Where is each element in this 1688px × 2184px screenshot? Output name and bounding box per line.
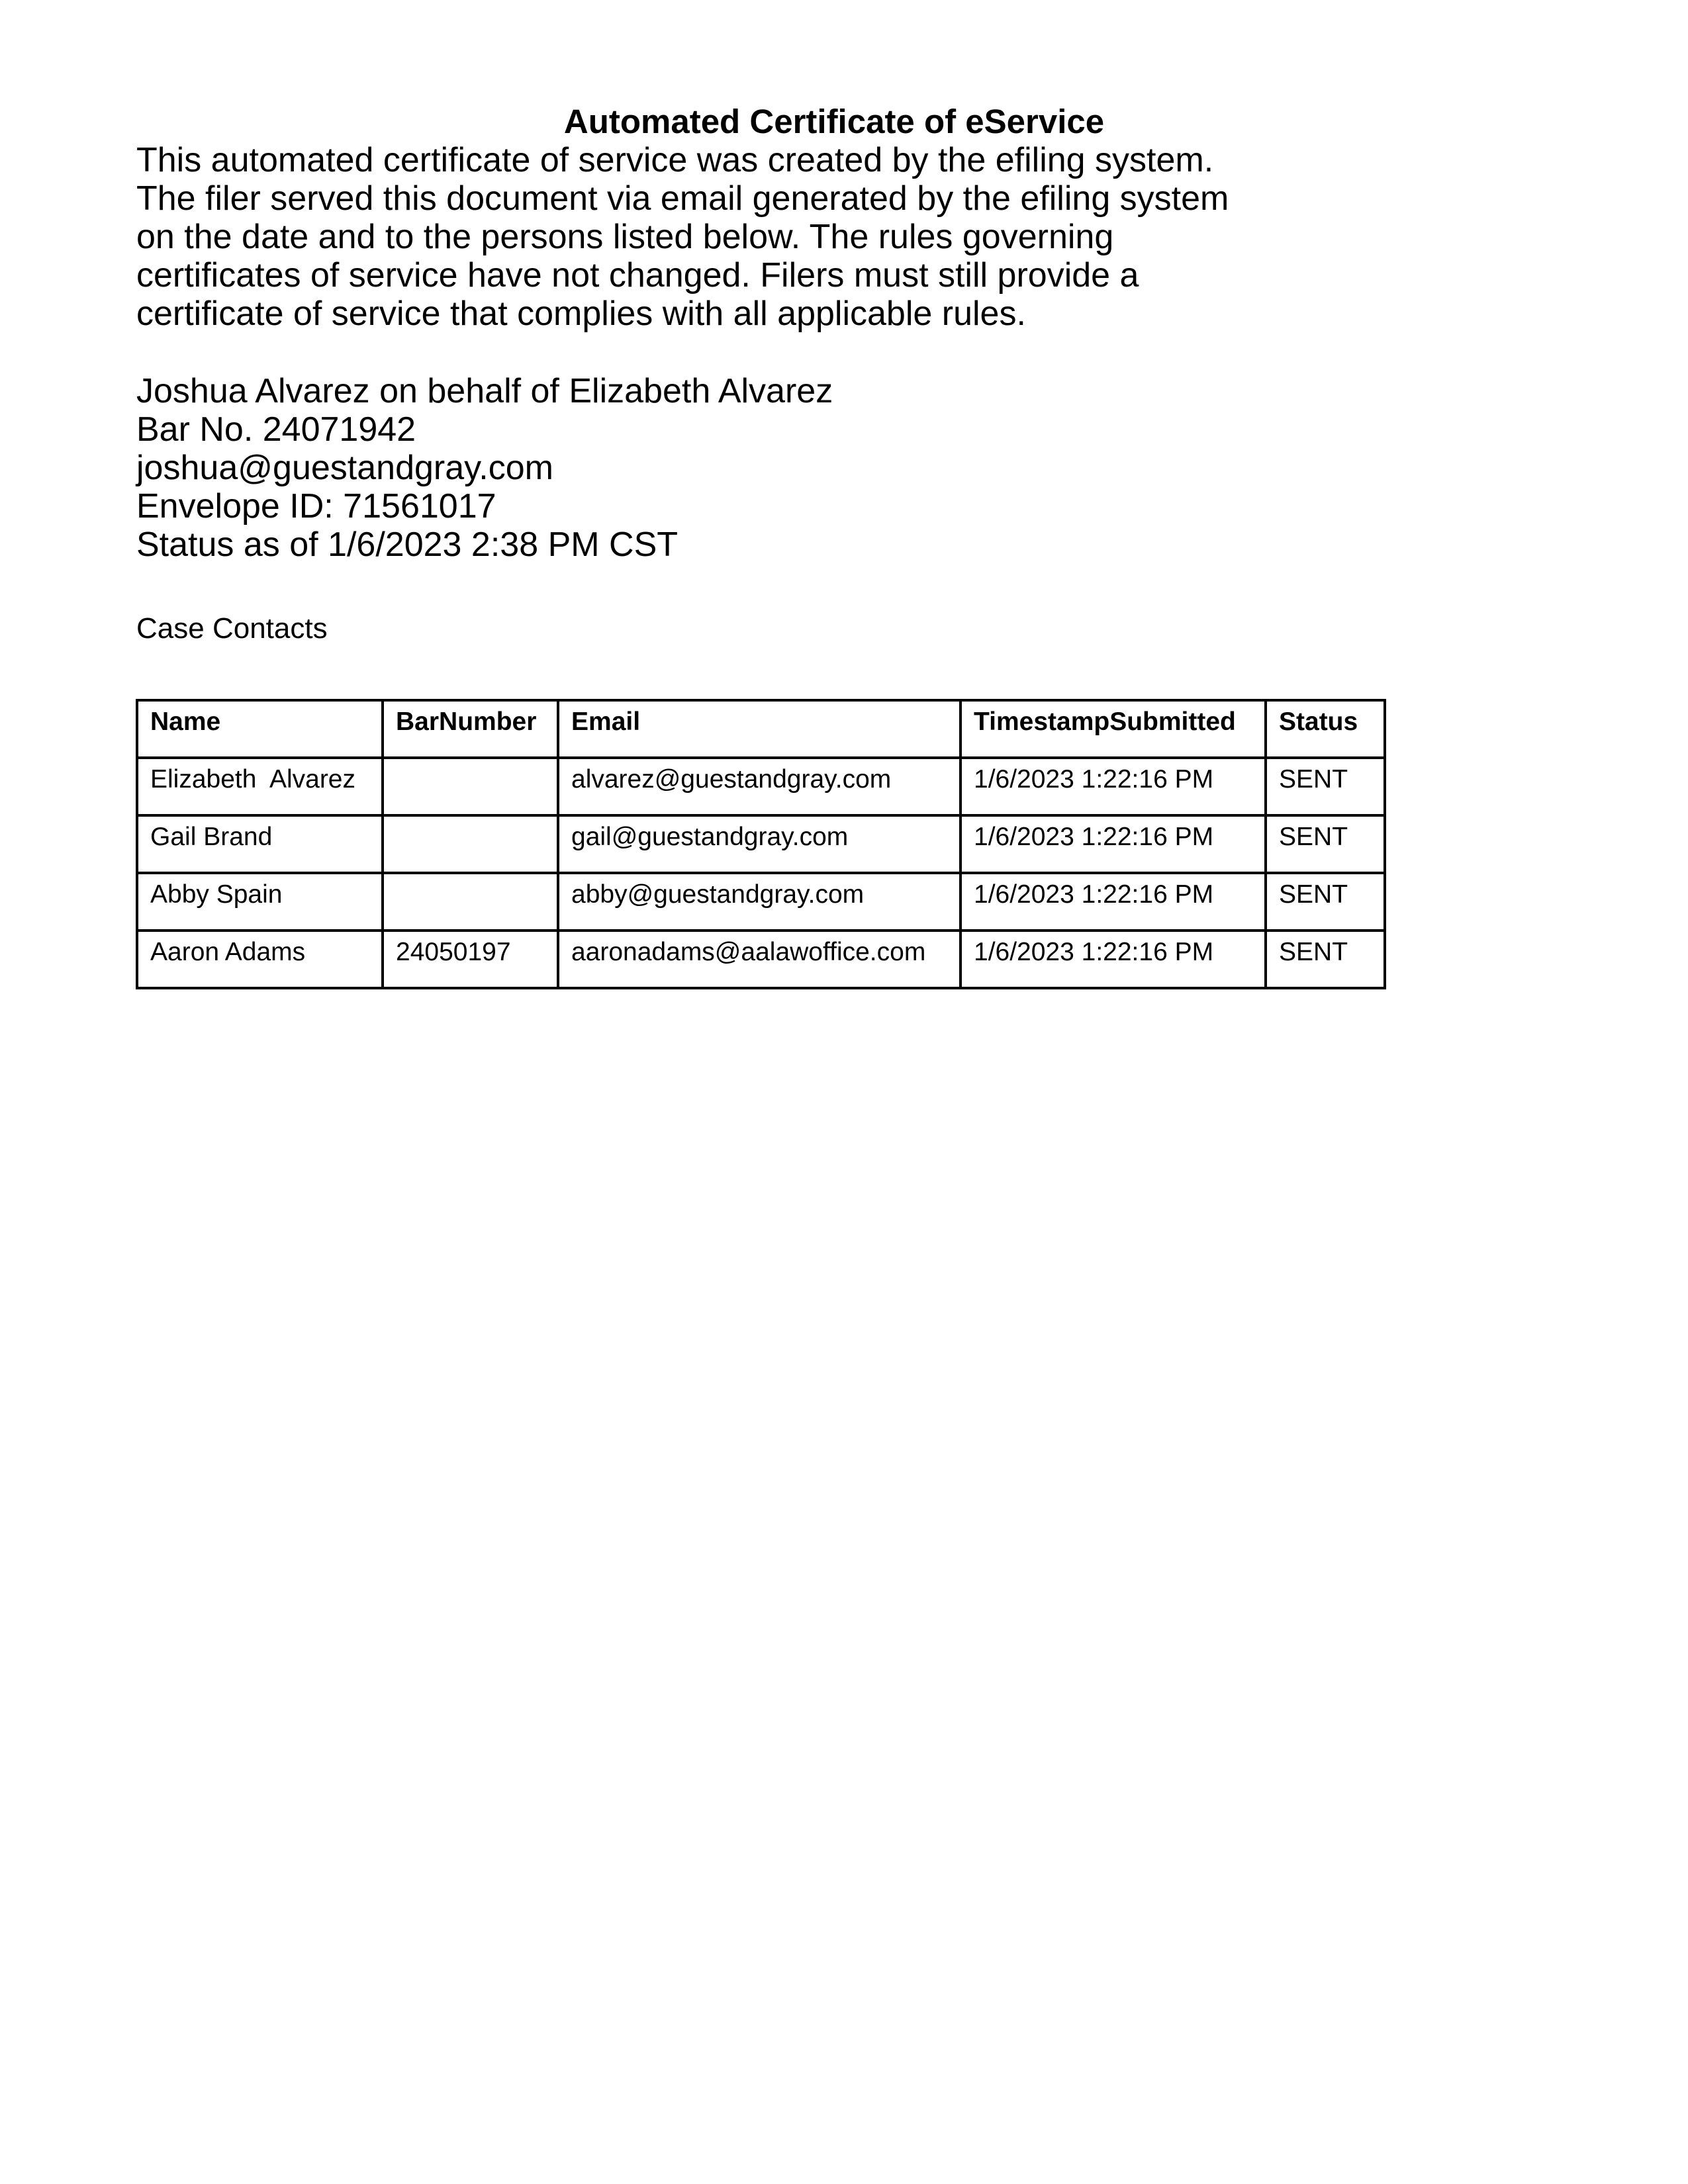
contact-status: SENT	[1266, 758, 1385, 815]
contact-status: SENT	[1266, 931, 1385, 988]
status-as-of: Status as of 1/6/2023 2:38 PM CST	[136, 525, 679, 564]
intro-line: on the date and to the persons listed below. The rules governing	[136, 218, 1114, 256]
contact-bar-number	[383, 815, 558, 873]
column-header-bar-number: BarNumber	[383, 700, 558, 758]
certificate-intro	[136, 141, 1460, 333]
column-header-timestamp: TimestampSubmitted	[961, 700, 1266, 758]
filer-bar-number: Bar No. 24071942	[136, 410, 416, 449]
column-header-name: Name	[137, 700, 383, 758]
intro-line: certificate of service that complies with all applicable rules.	[136, 295, 1026, 333]
table-row	[137, 931, 1385, 988]
contact-bar-number	[383, 873, 558, 931]
filer-on-behalf: Joshua Alvarez on behalf of Elizabeth Alvarez	[136, 372, 833, 410]
table-header-row	[137, 700, 1385, 758]
intro-line: This automated certificate of service was created by the efiling system.	[136, 141, 1214, 179]
contact-status: SENT	[1266, 873, 1385, 931]
certificate-title: Automated Certificate of eService	[563, 103, 1105, 140]
intro-line: certificates of service have not changed. Filers must still provide a	[136, 256, 1139, 295]
contact-email: abby@guestandgray.com	[558, 873, 961, 931]
table-row	[137, 758, 1385, 815]
table-row	[137, 815, 1385, 873]
envelope-id: Envelope ID: 71561017	[136, 487, 496, 525]
contact-timestamp: 1/6/2023 1:22:16 PM	[961, 758, 1266, 815]
contact-bar-number: 24050197	[383, 931, 558, 988]
intro-line: The filer served this document via email generated by the efiling system	[136, 179, 1229, 218]
contact-name: Aaron Adams	[137, 931, 383, 988]
contact-email: alvarez@guestandgray.com	[558, 758, 961, 815]
filer-email: joshua@guestandgray.com	[136, 449, 553, 487]
contact-timestamp: 1/6/2023 1:22:16 PM	[961, 815, 1266, 873]
contact-timestamp: 1/6/2023 1:22:16 PM	[961, 931, 1266, 988]
contact-status: SENT	[1266, 815, 1385, 873]
column-header-email: Email	[558, 700, 961, 758]
contact-name: Gail Brand	[137, 815, 383, 873]
case-contacts-heading: Case Contacts	[136, 612, 328, 645]
contact-email: gail@guestandgray.com	[558, 815, 961, 873]
contact-name: Elizabeth Alvarez	[137, 758, 383, 815]
contact-timestamp: 1/6/2023 1:22:16 PM	[961, 873, 1266, 931]
table-row	[137, 873, 1385, 931]
contact-bar-number	[383, 758, 558, 815]
contact-name: Abby Spain	[137, 873, 383, 931]
contact-email: aaronadams@aalawoffice.com	[558, 931, 961, 988]
column-header-status: Status	[1266, 700, 1385, 758]
case-contacts-table	[136, 699, 1386, 989]
filer-info	[136, 372, 1460, 564]
